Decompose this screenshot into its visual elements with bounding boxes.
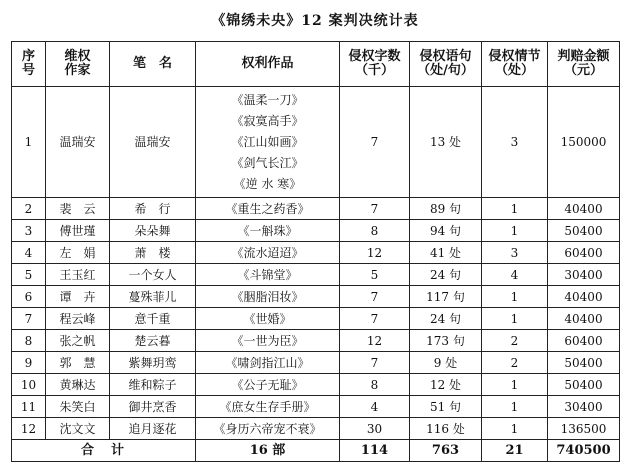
cell-author: 左 娟 — [46, 242, 110, 264]
work-title: 《江山如画》 — [231, 134, 304, 149]
cell-author: 沈文文 — [46, 418, 110, 440]
cell-chars: 8 — [340, 374, 410, 396]
total-works: 16 部 — [196, 440, 340, 462]
cell-chars: 8 — [340, 220, 410, 242]
cell-author: 朱笑白 — [46, 396, 110, 418]
table-row — [12, 286, 620, 308]
header-sentences: 侵权语句 （处/句） — [410, 42, 482, 87]
table-row — [12, 352, 620, 374]
cell-chars: 5 — [340, 264, 410, 286]
cell-pen: 希 行 — [110, 198, 196, 220]
cell-author: 谭 卉 — [46, 286, 110, 308]
cell-seq: 4 — [12, 242, 46, 264]
cell-plots: 1 — [482, 220, 548, 242]
table-row — [12, 396, 620, 418]
cell-author: 裴 云 — [46, 198, 110, 220]
total-sentences: 763 — [410, 440, 482, 462]
table-row — [12, 308, 620, 330]
cell-sentences: 173 句 — [410, 330, 482, 352]
cell-plots: 3 — [482, 242, 548, 264]
cell-sentences: 117 句 — [410, 286, 482, 308]
cell-seq: 12 — [12, 418, 46, 440]
cell-amount: 40400 — [548, 308, 620, 330]
table-row — [12, 198, 620, 220]
total-row — [12, 440, 620, 462]
cell-chars: 7 — [340, 198, 410, 220]
cell-amount: 136500 — [548, 418, 620, 440]
header-amount: 判赔金额 （元） — [548, 42, 620, 87]
table-row — [12, 374, 620, 396]
cell-amount: 30400 — [548, 264, 620, 286]
header-seq: 序 号 — [12, 42, 46, 87]
cell-amount: 50400 — [548, 220, 620, 242]
total-amount: 740500 — [548, 440, 620, 462]
table-row — [12, 418, 620, 440]
cell-chars: 30 — [340, 418, 410, 440]
cell-works — [196, 396, 340, 418]
cell-amount: 50400 — [548, 374, 620, 396]
cell-works — [196, 374, 340, 396]
cell-chars: 12 — [340, 330, 410, 352]
cell-pen: 追月逐花 — [110, 418, 196, 440]
cell-author: 王玉红 — [46, 264, 110, 286]
table-row — [12, 264, 620, 286]
work-title: 《逆 水 寒》 — [233, 176, 302, 191]
header-works: 权利作品 — [196, 42, 340, 87]
cell-chars: 4 — [340, 396, 410, 418]
document-title: 《锦绣未央》12 案判决统计表 — [211, 13, 419, 29]
work-title: 《流水迢迢》 — [231, 245, 304, 260]
cell-works — [196, 87, 340, 198]
cell-plots: 1 — [482, 418, 548, 440]
cell-amount: 40400 — [548, 198, 620, 220]
cell-pen: 楚云暮 — [110, 330, 196, 352]
cell-works — [196, 308, 340, 330]
cell-seq: 2 — [12, 198, 46, 220]
total-label: 合 计 — [12, 440, 196, 462]
work-title: 《一世为臣》 — [231, 333, 304, 348]
cell-works — [196, 352, 340, 374]
work-title: 《身历六帝宠不衰》 — [213, 421, 322, 436]
table-header-row — [12, 42, 620, 87]
cell-author: 温瑞安 — [46, 87, 110, 198]
cell-plots: 1 — [482, 198, 548, 220]
cell-pen: 温瑞安 — [110, 87, 196, 198]
cell-plots: 2 — [482, 330, 548, 352]
cell-sentences: 9 处 — [410, 352, 482, 374]
cell-pen: 朵朵舞 — [110, 220, 196, 242]
header-plots: 侵权情节 （处） — [482, 42, 548, 87]
work-title: 《庶女生存手册》 — [219, 399, 316, 414]
work-title: 《温柔一刀》 — [231, 92, 304, 107]
header-chars: 侵权字数 （千） — [340, 42, 410, 87]
cell-seq: 11 — [12, 396, 46, 418]
cell-chars: 7 — [340, 352, 410, 374]
cell-author: 程云峰 — [46, 308, 110, 330]
cell-plots: 1 — [482, 308, 548, 330]
total-chars: 114 — [340, 440, 410, 462]
cell-amount: 30400 — [548, 396, 620, 418]
cell-amount: 60400 — [548, 242, 620, 264]
cell-sentences: 41 处 — [410, 242, 482, 264]
cell-works — [196, 264, 340, 286]
cell-amount: 150000 — [548, 87, 620, 198]
cell-sentences: 24 句 — [410, 264, 482, 286]
work-title: 《世婚》 — [243, 311, 292, 326]
cell-works — [196, 330, 340, 352]
cell-author: 傅世瑾 — [46, 220, 110, 242]
cell-pen: 维和粽子 — [110, 374, 196, 396]
cell-plots: 4 — [482, 264, 548, 286]
cell-seq: 10 — [12, 374, 46, 396]
cell-amount: 40400 — [548, 286, 620, 308]
cell-chars: 7 — [340, 308, 410, 330]
cell-works — [196, 286, 340, 308]
cell-author: 张之帆 — [46, 330, 110, 352]
cell-pen: 紫舞玥鸾 — [110, 352, 196, 374]
work-title: 《剑气长江》 — [231, 155, 304, 170]
cell-amount: 50400 — [548, 352, 620, 374]
cell-author: 郭 慧 — [46, 352, 110, 374]
table-row — [12, 220, 620, 242]
cell-plots: 1 — [482, 374, 548, 396]
table-row — [12, 242, 620, 264]
work-title: 《公子无耻》 — [231, 377, 304, 392]
cell-seq: 8 — [12, 330, 46, 352]
work-title: 《胭脂泪妆》 — [231, 289, 304, 304]
cell-sentences: 24 句 — [410, 308, 482, 330]
table-row — [12, 87, 620, 198]
cell-seq: 5 — [12, 264, 46, 286]
cell-pen: 萧 楼 — [110, 242, 196, 264]
cell-plots: 2 — [482, 352, 548, 374]
cell-sentences: 94 句 — [410, 220, 482, 242]
cell-sentences: 89 句 — [410, 198, 482, 220]
cell-pen: 御井烹香 — [110, 396, 196, 418]
cell-seq: 7 — [12, 308, 46, 330]
cell-works — [196, 198, 340, 220]
table-row — [12, 330, 620, 352]
cell-works — [196, 418, 340, 440]
cell-pen: 意千重 — [110, 308, 196, 330]
cell-plots: 1 — [482, 286, 548, 308]
work-title: 《啸剑指江山》 — [225, 355, 310, 370]
cell-pen: 一个女人 — [110, 264, 196, 286]
cell-seq: 6 — [12, 286, 46, 308]
cell-seq: 9 — [12, 352, 46, 374]
work-title: 《寂寞高手》 — [231, 113, 304, 128]
cell-sentences: 51 句 — [410, 396, 482, 418]
cell-works — [196, 242, 340, 264]
cell-amount: 60400 — [548, 330, 620, 352]
judgment-statistics-table — [11, 41, 620, 462]
work-title: 《重生之药香》 — [225, 201, 310, 216]
cell-sentences: 12 处 — [410, 374, 482, 396]
total-plots: 21 — [482, 440, 548, 462]
cell-author: 黄琳达 — [46, 374, 110, 396]
cell-seq: 3 — [12, 220, 46, 242]
cell-plots: 1 — [482, 396, 548, 418]
work-title: 《斗锦堂》 — [237, 267, 298, 282]
cell-seq: 1 — [12, 87, 46, 198]
cell-chars: 12 — [340, 242, 410, 264]
work-title: 《一斛珠》 — [237, 223, 298, 238]
cell-plots: 3 — [482, 87, 548, 198]
cell-chars: 7 — [340, 87, 410, 198]
cell-sentences: 116 处 — [410, 418, 482, 440]
cell-works — [196, 220, 340, 242]
header-author: 维权 作家 — [46, 42, 110, 87]
cell-pen: 蔓殊菲儿 — [110, 286, 196, 308]
cell-sentences: 13 处 — [410, 87, 482, 198]
header-pen-name: 笔 名 — [110, 42, 196, 87]
cell-chars: 7 — [340, 286, 410, 308]
